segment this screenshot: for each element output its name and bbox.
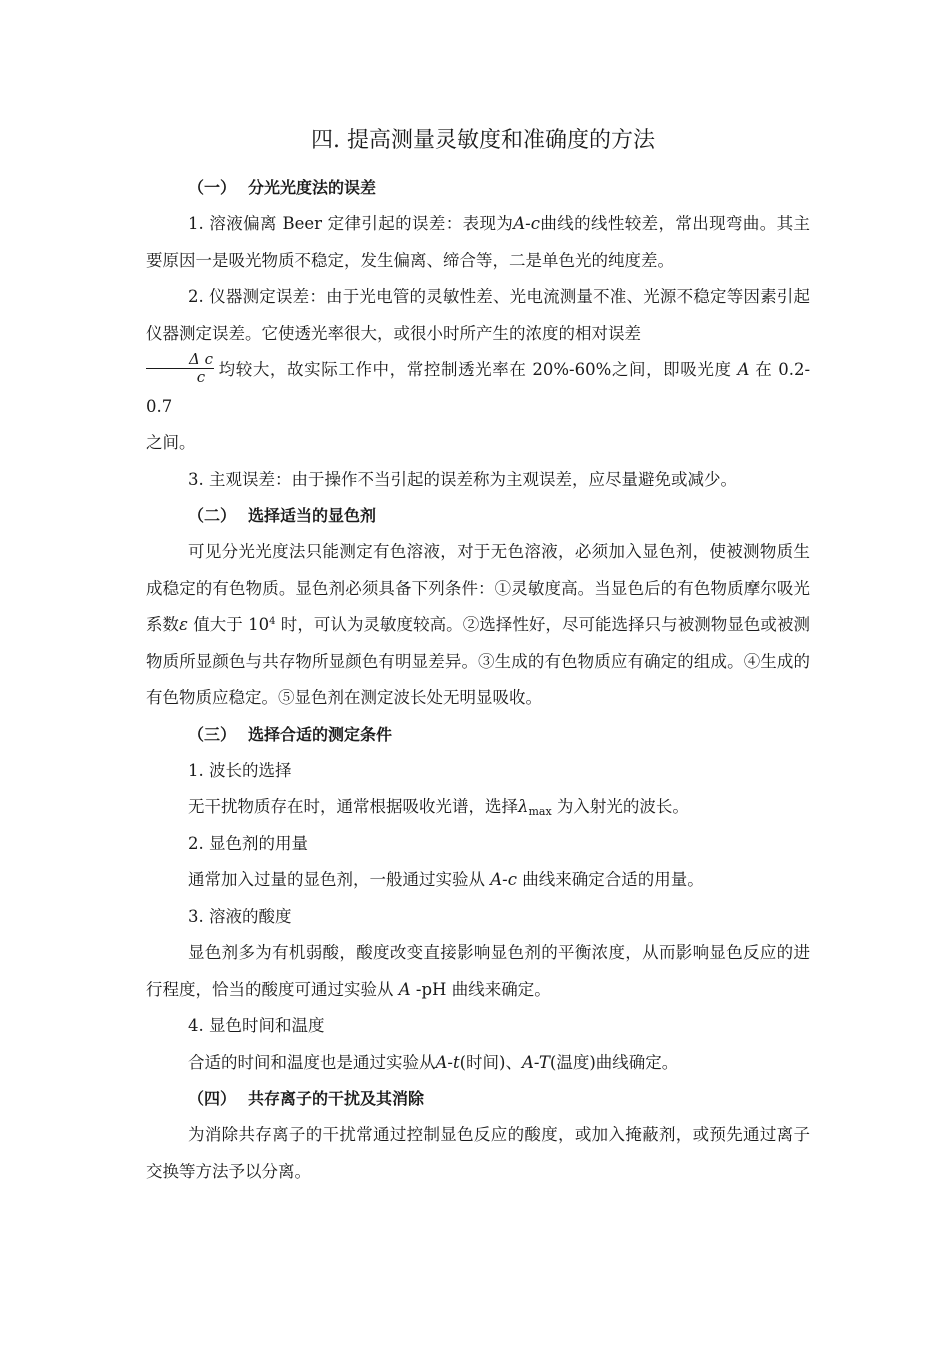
text-run: 值大于 10 <box>187 615 270 634</box>
section-title: 选择合适的测定条件 <box>248 724 393 744</box>
fraction-numerator: Δ c <box>146 351 214 369</box>
page-title: 四. 提高测量灵敏度和准确度的方法 <box>311 128 655 153</box>
section-number: （二） <box>188 506 237 525</box>
paragraph-beer-law-error <box>146 206 810 279</box>
item-body-wavelength <box>146 789 810 826</box>
text-run: 通常加入过量的显色剂，一般通过实验从 <box>188 870 485 889</box>
text-run: 可见分光光度法只能测定有色溶液，对于无色溶液，必须加入显色剂，使被测物质生成稳定的有色物质。显色剂必须具备下列条件：①灵敏度高。当显色后的有色物质摩尔吸光系数 <box>146 542 810 634</box>
section-title: 分光光度法的误差 <box>248 178 377 197</box>
section-title: 共存离子的干扰及其消除 <box>248 1089 425 1108</box>
section-heading-1 <box>146 170 810 206</box>
item-body-time-temperature <box>146 1045 810 1082</box>
relative-error-fraction <box>146 351 214 386</box>
lambda-symbol: λ <box>518 797 529 816</box>
variable-text: A-c <box>490 870 517 889</box>
paragraph-instrument-error <box>146 279 810 462</box>
document-body <box>146 126 810 1190</box>
text-run: 曲线来确定合适的用量。 <box>522 870 704 889</box>
text-run: 时，可认为灵敏度较高。②选择性好，尽可能选择只与被测物显色或被测物质所显颜色与共存物所显颜色有明显差异。③生成的有色物质应有确定的组成。④生成的有色物质应稳定。⑤显色剂在测定波长处无明显吸收。 <box>146 615 810 707</box>
item-body-acidity <box>146 935 810 1008</box>
section-number: （四） <box>188 1089 237 1108</box>
paragraph-interference-removal: 为消除共存离子的干扰常通过控制显色反应的酸度，或加入掩蔽剂，或预先通过离子交换等方法予以分离。 <box>146 1125 810 1181</box>
variable-text: A-t <box>435 1052 460 1072</box>
text-run: 为入射光的波长。 <box>551 797 689 816</box>
superscript: 4 <box>269 616 276 627</box>
subscript: max <box>528 805 552 818</box>
epsilon-symbol: ε <box>179 615 188 634</box>
text-run: 均较大，故实际工作中，常控制透光率在 20%-60%之间，即吸光度 <box>218 360 732 379</box>
section-heading-2 <box>146 498 810 534</box>
text-run: 之间。 <box>146 433 196 452</box>
text-run: 无干扰物质存在时，通常根据吸收光谱，选择 <box>188 797 518 816</box>
text-run: 曲线的线性较差，常出现弯曲。其主要原因一是吸光物质不稳定，发生偏离、缔合等，二是单色光的纯度差。 <box>146 214 810 270</box>
section-number: （一） <box>188 178 237 197</box>
variable-text: A <box>737 360 750 379</box>
variable-text: A-T <box>522 1052 550 1072</box>
variable-text: A-c <box>513 214 540 233</box>
text-run: 1. 溶液偏离 Beer 定律引起的误差：表现为 <box>188 214 514 233</box>
item-heading-wavelength: 1. 波长的选择 <box>188 760 292 780</box>
text-run: (温度)曲线确定。 <box>549 1052 679 1072</box>
text-run: 2. 仪器测定误差：由于光电管的灵敏性差、光电流测量不准、光源不稳定等因素引起仪器测定误差。它使透光率很大，或很小时所产生的浓度的相对误差 <box>146 287 810 343</box>
paragraph-subjective-error: 3. 主观误差：由于操作不当引起的误差称为主观误差，应尽量避免或减少。 <box>188 469 737 489</box>
item-heading-acidity: 3. 溶液的酸度 <box>188 906 292 926</box>
fraction-denominator: c <box>196 368 206 386</box>
item-body-reagent-amount <box>146 862 810 899</box>
section-heading-4 <box>146 1081 810 1117</box>
text-run: (时间)、 <box>459 1052 522 1072</box>
paragraph-chromogenic-reagent <box>146 534 810 717</box>
text-run: 合适的时间和温度也是通过实验从 <box>188 1052 436 1072</box>
text-run: -pH 曲线来确定。 <box>410 979 551 999</box>
item-heading-reagent-amount: 2. 显色剂的用量 <box>188 833 308 853</box>
variable-text: A <box>398 979 411 999</box>
section-heading-3 <box>146 717 810 753</box>
section-number: （三） <box>188 724 237 744</box>
section-title: 选择适当的显色剂 <box>248 506 377 525</box>
text-run: 显色剂多为有机弱酸，酸度改变直接影响显色剂的平衡浓度，从而影响显色反应的进行程度，恰当的酸度可通过实验从 <box>146 943 810 999</box>
text-run: 在 0.2-0.7 <box>146 360 811 416</box>
item-heading-time-temperature: 4. 显色时间和温度 <box>188 1016 325 1035</box>
